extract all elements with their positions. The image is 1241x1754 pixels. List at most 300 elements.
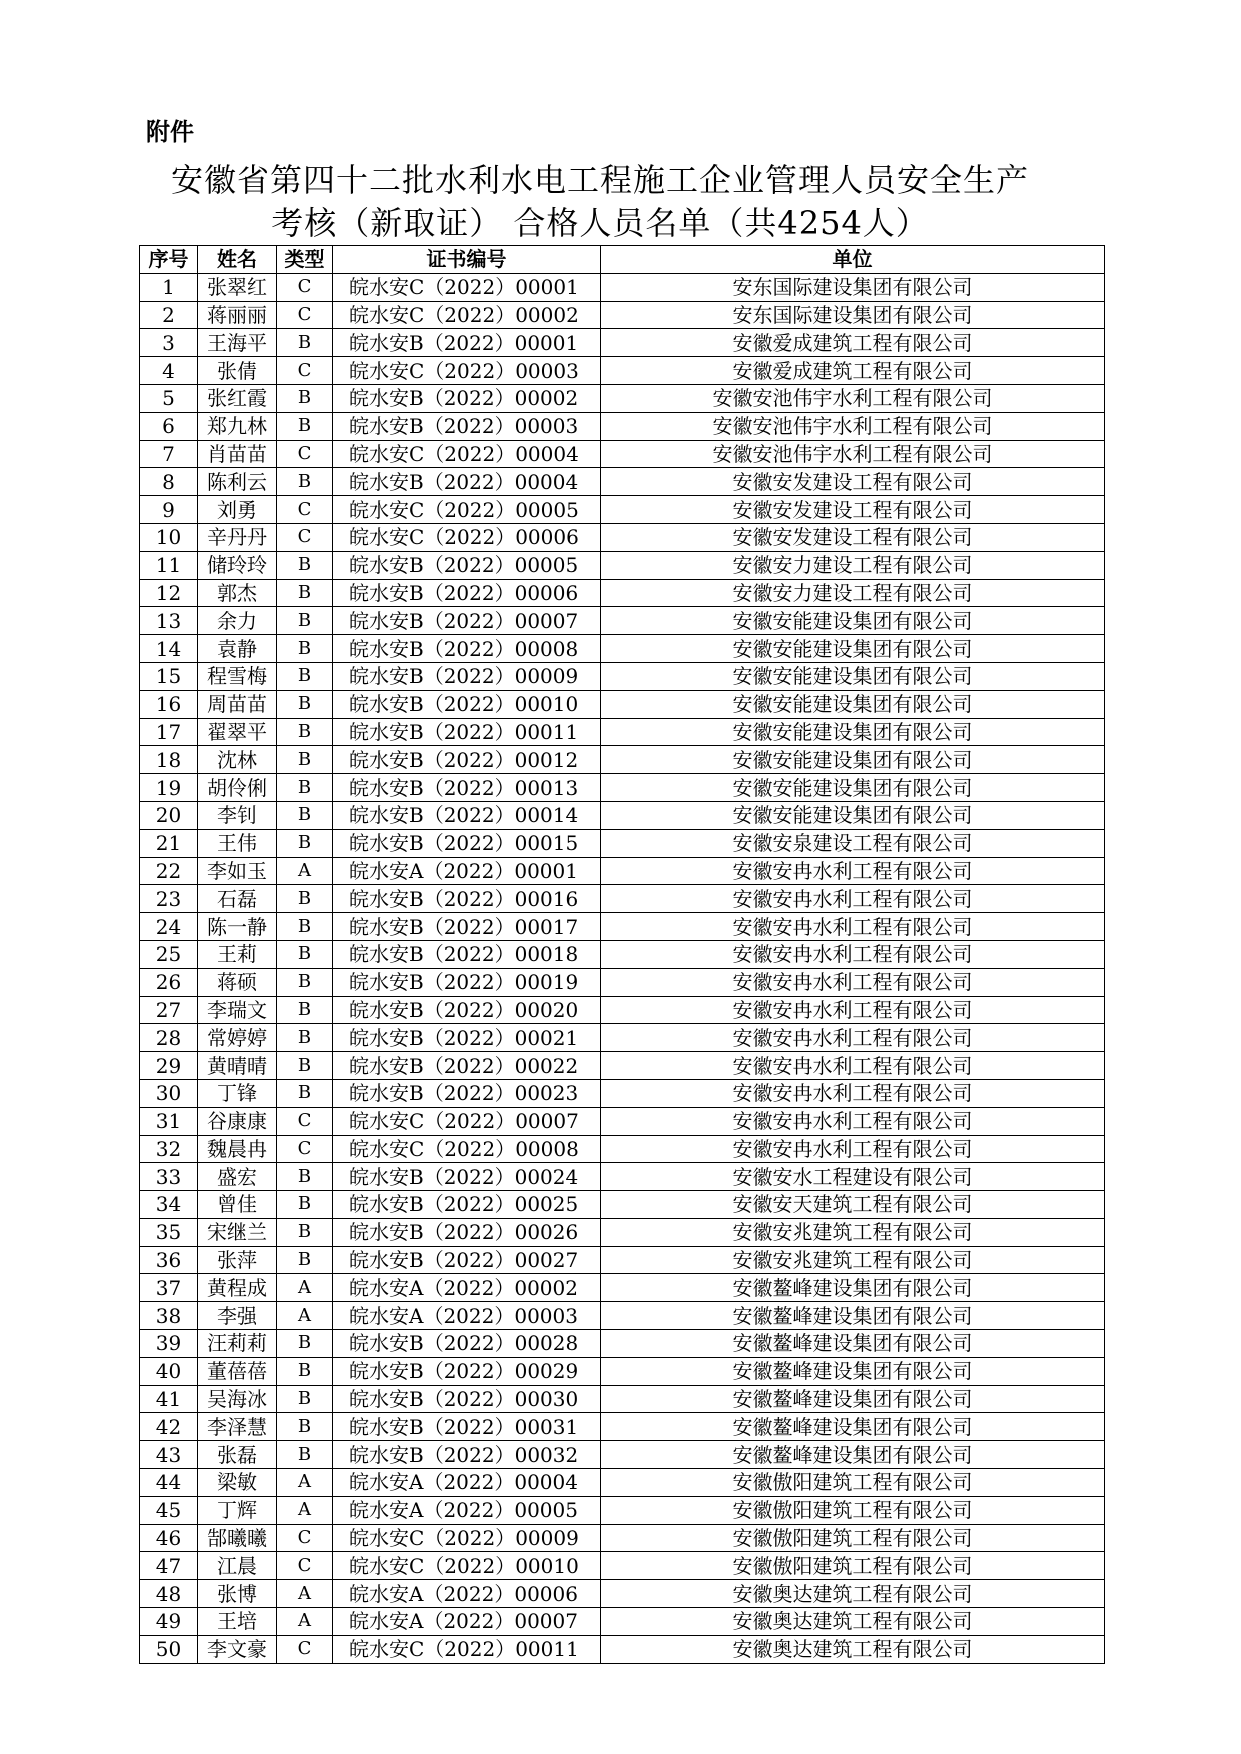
table-row <box>140 1052 1105 1080</box>
cell-seq: 29 <box>140 1052 198 1080</box>
cell-name: 曾佳 <box>198 1191 277 1219</box>
cell-unit: 安徽安冉水利工程有限公司 <box>601 940 1105 968</box>
cell-cert-no: 皖水安B（2022）00026 <box>333 1218 601 1246</box>
table-row <box>140 357 1105 385</box>
cell-seq: 32 <box>140 1135 198 1163</box>
cell-type: B <box>277 774 333 802</box>
cell-unit: 安徽安发建设工程有限公司 <box>601 468 1105 496</box>
cell-cert-no: 皖水安B（2022）00003 <box>333 412 601 440</box>
cell-cert-no: 皖水安B（2022）00023 <box>333 1079 601 1107</box>
cell-name: 辛丹丹 <box>198 523 277 551</box>
cell-name: 翟翠平 <box>198 718 277 746</box>
cell-seq: 11 <box>140 551 198 579</box>
cell-unit: 安徽安池伟宇水利工程有限公司 <box>601 440 1105 468</box>
table-row <box>140 1079 1105 1107</box>
cell-type: B <box>277 1441 333 1469</box>
cell-type: C <box>277 1524 333 1552</box>
cell-unit: 安徽鳌峰建设集团有限公司 <box>601 1357 1105 1385</box>
cell-type: B <box>277 551 333 579</box>
cell-cert-no: 皖水安A（2022）00006 <box>333 1580 601 1608</box>
cell-unit: 安徽安冉水利工程有限公司 <box>601 1079 1105 1107</box>
cell-type: C <box>277 1635 333 1663</box>
table-row <box>140 301 1105 329</box>
cell-type: C <box>277 1107 333 1135</box>
document-title-line-2: 考核（新取证） 合格人员名单（共4254人） <box>271 204 929 242</box>
cell-cert-no: 皖水安C（2022）00001 <box>333 273 601 301</box>
table-row <box>140 1024 1105 1052</box>
table-row <box>140 635 1105 663</box>
cell-name: 程雪梅 <box>198 662 277 690</box>
cell-cert-no: 皖水安C（2022）00008 <box>333 1135 601 1163</box>
cell-unit: 安徽安能建设集团有限公司 <box>601 635 1105 663</box>
cell-type: B <box>277 1052 333 1080</box>
cell-type: B <box>277 1024 333 1052</box>
cell-unit: 安徽安能建设集团有限公司 <box>601 690 1105 718</box>
cell-name: 盛宏 <box>198 1163 277 1191</box>
cell-unit: 安徽安池伟宇水利工程有限公司 <box>601 384 1105 412</box>
cell-unit: 安徽奥达建筑工程有限公司 <box>601 1635 1105 1663</box>
cell-unit: 安徽安冉水利工程有限公司 <box>601 1024 1105 1052</box>
cell-seq: 28 <box>140 1024 198 1052</box>
cell-name: 郑九林 <box>198 412 277 440</box>
cell-seq: 6 <box>140 412 198 440</box>
cell-cert-no: 皖水安C（2022）00010 <box>333 1552 601 1580</box>
cell-cert-no: 皖水安B（2022）00005 <box>333 551 601 579</box>
cell-unit: 安徽鳌峰建设集团有限公司 <box>601 1413 1105 1441</box>
table-row <box>140 468 1105 496</box>
cell-unit: 安徽安兆建筑工程有限公司 <box>601 1246 1105 1274</box>
table-row <box>140 857 1105 885</box>
header-seq: 序号 <box>140 246 198 274</box>
cell-type: C <box>277 1552 333 1580</box>
cell-type: B <box>277 1163 333 1191</box>
cell-unit: 安徽安力建设工程有限公司 <box>601 551 1105 579</box>
cell-seq: 25 <box>140 940 198 968</box>
table-row <box>140 579 1105 607</box>
cell-unit: 安徽安能建设集团有限公司 <box>601 662 1105 690</box>
cell-type: B <box>277 913 333 941</box>
cell-unit: 安徽安能建设集团有限公司 <box>601 774 1105 802</box>
attachment-label: 附件 <box>146 118 194 146</box>
cell-cert-no: 皖水安A（2022）00001 <box>333 857 601 885</box>
cell-name: 周苗苗 <box>198 690 277 718</box>
cell-name: 丁辉 <box>198 1496 277 1524</box>
cell-unit: 安徽安天建筑工程有限公司 <box>601 1191 1105 1219</box>
table-row <box>140 607 1105 635</box>
table-row <box>140 801 1105 829</box>
cell-name: 常婷婷 <box>198 1024 277 1052</box>
cell-cert-no: 皖水安C（2022）00002 <box>333 301 601 329</box>
cell-cert-no: 皖水安B（2022）00021 <box>333 1024 601 1052</box>
cell-type: C <box>277 440 333 468</box>
cell-cert-no: 皖水安B（2022）00013 <box>333 774 601 802</box>
cell-seq: 17 <box>140 718 198 746</box>
table-row <box>140 1218 1105 1246</box>
cell-unit: 安徽奥达建筑工程有限公司 <box>601 1608 1105 1636</box>
cell-seq: 13 <box>140 607 198 635</box>
cell-type: B <box>277 885 333 913</box>
cell-unit: 安徽安冉水利工程有限公司 <box>601 1135 1105 1163</box>
cell-cert-no: 皖水安A（2022）00002 <box>333 1274 601 1302</box>
table-row <box>140 273 1105 301</box>
cell-cert-no: 皖水安B（2022）00029 <box>333 1357 601 1385</box>
cell-unit: 安徽安冉水利工程有限公司 <box>601 996 1105 1024</box>
cell-seq: 43 <box>140 1441 198 1469</box>
cell-cert-no: 皖水安B（2022）00002 <box>333 384 601 412</box>
cell-unit: 安徽安冉水利工程有限公司 <box>601 885 1105 913</box>
table-row <box>140 1357 1105 1385</box>
cell-seq: 48 <box>140 1580 198 1608</box>
cell-seq: 23 <box>140 885 198 913</box>
table-row <box>140 523 1105 551</box>
table-row <box>140 1274 1105 1302</box>
cell-name: 谷康康 <box>198 1107 277 1135</box>
cell-name: 陈利云 <box>198 468 277 496</box>
cell-type: B <box>277 718 333 746</box>
table-row <box>140 662 1105 690</box>
cell-type: B <box>277 412 333 440</box>
cell-type: C <box>277 273 333 301</box>
cell-name: 胡伶俐 <box>198 774 277 802</box>
cell-type: A <box>277 857 333 885</box>
cell-seq: 34 <box>140 1191 198 1219</box>
cell-unit: 安徽安冉水利工程有限公司 <box>601 968 1105 996</box>
cell-cert-no: 皖水安B（2022）00032 <box>333 1441 601 1469</box>
table-row <box>140 746 1105 774</box>
cell-unit: 安徽安发建设工程有限公司 <box>601 523 1105 551</box>
cell-type: B <box>277 996 333 1024</box>
cell-name: 魏晨冉 <box>198 1135 277 1163</box>
header-name: 姓名 <box>198 246 277 274</box>
cell-type: B <box>277 746 333 774</box>
table-row <box>140 1385 1105 1413</box>
cell-cert-no: 皖水安B（2022）00010 <box>333 690 601 718</box>
cell-name: 王莉 <box>198 940 277 968</box>
cell-seq: 10 <box>140 523 198 551</box>
table-header <box>140 246 1105 274</box>
cell-type: B <box>277 1079 333 1107</box>
cell-name: 王培 <box>198 1608 277 1636</box>
cell-unit: 安徽爱成建筑工程有限公司 <box>601 329 1105 357</box>
cell-seq: 20 <box>140 801 198 829</box>
cell-seq: 4 <box>140 357 198 385</box>
cell-seq: 3 <box>140 329 198 357</box>
table-row <box>140 690 1105 718</box>
cell-unit: 安徽安冉水利工程有限公司 <box>601 1107 1105 1135</box>
cell-type: B <box>277 635 333 663</box>
table-row <box>140 968 1105 996</box>
cell-name: 储玲玲 <box>198 551 277 579</box>
cell-name: 刘勇 <box>198 496 277 524</box>
cell-type: A <box>277 1274 333 1302</box>
cell-seq: 5 <box>140 384 198 412</box>
cell-seq: 16 <box>140 690 198 718</box>
cell-name: 王伟 <box>198 829 277 857</box>
cell-cert-no: 皖水安B（2022）00024 <box>333 1163 601 1191</box>
cell-name: 石磊 <box>198 885 277 913</box>
cell-cert-no: 皖水安B（2022）00016 <box>333 885 601 913</box>
cell-seq: 47 <box>140 1552 198 1580</box>
cell-name: 郜曦曦 <box>198 1524 277 1552</box>
cell-name: 黄晴晴 <box>198 1052 277 1080</box>
cell-type: B <box>277 607 333 635</box>
cell-cert-no: 皖水安B（2022）00017 <box>333 913 601 941</box>
table-row <box>140 1302 1105 1330</box>
cell-type: B <box>277 329 333 357</box>
cell-name: 董蓓蓓 <box>198 1357 277 1385</box>
cell-cert-no: 皖水安B（2022）00014 <box>333 801 601 829</box>
cell-cert-no: 皖水安B（2022）00018 <box>333 940 601 968</box>
table-row <box>140 1135 1105 1163</box>
qualified-personnel-table <box>139 245 1105 1664</box>
cell-unit: 安徽安兆建筑工程有限公司 <box>601 1218 1105 1246</box>
cell-name: 蒋丽丽 <box>198 301 277 329</box>
cell-type: A <box>277 1302 333 1330</box>
cell-cert-no: 皖水安B（2022）00009 <box>333 662 601 690</box>
cell-unit: 安徽奥达建筑工程有限公司 <box>601 1580 1105 1608</box>
table-row <box>140 1552 1105 1580</box>
table-row <box>140 496 1105 524</box>
cell-type: C <box>277 523 333 551</box>
table-row <box>140 1608 1105 1636</box>
cell-type: B <box>277 1385 333 1413</box>
table-row <box>140 1246 1105 1274</box>
cell-cert-no: 皖水安B（2022）00031 <box>333 1413 601 1441</box>
cell-name: 张博 <box>198 1580 277 1608</box>
cell-type: B <box>277 1246 333 1274</box>
cell-type: B <box>277 468 333 496</box>
cell-name: 李文豪 <box>198 1635 277 1663</box>
cell-cert-no: 皖水安B（2022）00025 <box>333 1191 601 1219</box>
table-row <box>140 940 1105 968</box>
cell-cert-no: 皖水安B（2022）00008 <box>333 635 601 663</box>
cell-unit: 安徽安冉水利工程有限公司 <box>601 857 1105 885</box>
cell-unit: 安徽鳌峰建设集团有限公司 <box>601 1302 1105 1330</box>
cell-seq: 50 <box>140 1635 198 1663</box>
cell-type: A <box>277 1608 333 1636</box>
table-row <box>140 412 1105 440</box>
cell-type: B <box>277 579 333 607</box>
cell-seq: 9 <box>140 496 198 524</box>
cell-cert-no: 皖水安B（2022）00012 <box>333 746 601 774</box>
document-title-line-1: 安徽省第四十二批水利水电工程施工企业管理人员安全生产 <box>170 161 1029 199</box>
cell-type: C <box>277 357 333 385</box>
cell-seq: 12 <box>140 579 198 607</box>
cell-name: 肖苗苗 <box>198 440 277 468</box>
cell-unit: 安徽爱成建筑工程有限公司 <box>601 357 1105 385</box>
cell-type: B <box>277 1330 333 1358</box>
table-row <box>140 718 1105 746</box>
cell-seq: 19 <box>140 774 198 802</box>
cell-unit: 安徽安能建设集团有限公司 <box>601 607 1105 635</box>
table-row <box>140 1441 1105 1469</box>
cell-unit: 安徽鳌峰建设集团有限公司 <box>601 1441 1105 1469</box>
cell-seq: 49 <box>140 1608 198 1636</box>
cell-type: A <box>277 1496 333 1524</box>
cell-unit: 安徽安能建设集团有限公司 <box>601 801 1105 829</box>
cell-unit: 安徽安发建设工程有限公司 <box>601 496 1105 524</box>
cell-seq: 18 <box>140 746 198 774</box>
header-type: 类型 <box>277 246 333 274</box>
table-row <box>140 885 1105 913</box>
cell-seq: 2 <box>140 301 198 329</box>
cell-cert-no: 皖水安C（2022）00003 <box>333 357 601 385</box>
table-row <box>140 1163 1105 1191</box>
cell-cert-no: 皖水安C（2022）00009 <box>333 1524 601 1552</box>
table-row <box>140 1496 1105 1524</box>
cell-name: 张倩 <box>198 357 277 385</box>
cell-cert-no: 皖水安A（2022）00007 <box>333 1608 601 1636</box>
cell-type: A <box>277 1580 333 1608</box>
cell-seq: 37 <box>140 1274 198 1302</box>
cell-name: 沈林 <box>198 746 277 774</box>
cell-seq: 42 <box>140 1413 198 1441</box>
table-row <box>140 384 1105 412</box>
table-row <box>140 1330 1105 1358</box>
cell-seq: 41 <box>140 1385 198 1413</box>
cell-name: 陈一静 <box>198 913 277 941</box>
cell-seq: 24 <box>140 913 198 941</box>
cell-cert-no: 皖水安C（2022）00006 <box>333 523 601 551</box>
cell-name: 黄程成 <box>198 1274 277 1302</box>
cell-seq: 8 <box>140 468 198 496</box>
cell-type: B <box>277 829 333 857</box>
table-row <box>140 829 1105 857</box>
cell-cert-no: 皖水安C（2022）00004 <box>333 440 601 468</box>
cell-seq: 40 <box>140 1357 198 1385</box>
cell-unit: 安徽安水工程建设有限公司 <box>601 1163 1105 1191</box>
cell-name: 江晨 <box>198 1552 277 1580</box>
cell-unit: 安徽安冉水利工程有限公司 <box>601 1052 1105 1080</box>
cell-name: 张萍 <box>198 1246 277 1274</box>
table-row <box>140 996 1105 1024</box>
cell-type: B <box>277 801 333 829</box>
cell-type: C <box>277 496 333 524</box>
cell-name: 李钊 <box>198 801 277 829</box>
cell-unit: 安徽傲阳建筑工程有限公司 <box>601 1552 1105 1580</box>
table-row <box>140 1580 1105 1608</box>
cell-type: B <box>277 690 333 718</box>
table-row <box>140 1413 1105 1441</box>
cell-type: B <box>277 384 333 412</box>
table-row <box>140 1107 1105 1135</box>
cell-seq: 33 <box>140 1163 198 1191</box>
cell-unit: 安东国际建设集团有限公司 <box>601 301 1105 329</box>
table-row <box>140 1524 1105 1552</box>
cell-cert-no: 皖水安B（2022）00028 <box>333 1330 601 1358</box>
cell-seq: 39 <box>140 1330 198 1358</box>
cell-type: B <box>277 1357 333 1385</box>
cell-seq: 38 <box>140 1302 198 1330</box>
cell-cert-no: 皖水安B（2022）00006 <box>333 579 601 607</box>
cell-type: B <box>277 662 333 690</box>
table-row <box>140 329 1105 357</box>
cell-cert-no: 皖水安C（2022）00007 <box>333 1107 601 1135</box>
cell-unit: 安徽安能建设集团有限公司 <box>601 718 1105 746</box>
cell-cert-no: 皖水安B（2022）00004 <box>333 468 601 496</box>
cell-name: 蒋硕 <box>198 968 277 996</box>
cell-cert-no: 皖水安B（2022）00011 <box>333 718 601 746</box>
cell-seq: 1 <box>140 273 198 301</box>
cell-cert-no: 皖水安B（2022）00022 <box>333 1052 601 1080</box>
cell-cert-no: 皖水安A（2022）00003 <box>333 1302 601 1330</box>
cell-cert-no: 皖水安B（2022）00030 <box>333 1385 601 1413</box>
cell-type: B <box>277 940 333 968</box>
cell-name: 张磊 <box>198 1441 277 1469</box>
cell-seq: 15 <box>140 662 198 690</box>
cell-seq: 14 <box>140 635 198 663</box>
table-row <box>140 774 1105 802</box>
cell-unit: 安徽鳌峰建设集团有限公司 <box>601 1385 1105 1413</box>
cell-seq: 21 <box>140 829 198 857</box>
table-row <box>140 440 1105 468</box>
table-row <box>140 551 1105 579</box>
cell-unit: 安徽安力建设工程有限公司 <box>601 579 1105 607</box>
cell-cert-no: 皖水安B（2022）00001 <box>333 329 601 357</box>
cell-cert-no: 皖水安B（2022）00007 <box>333 607 601 635</box>
cell-unit: 安徽鳌峰建设集团有限公司 <box>601 1330 1105 1358</box>
cell-name: 张红霞 <box>198 384 277 412</box>
cell-cert-no: 皖水安A（2022）00005 <box>333 1496 601 1524</box>
cell-seq: 22 <box>140 857 198 885</box>
cell-unit: 安徽安冉水利工程有限公司 <box>601 913 1105 941</box>
cell-seq: 27 <box>140 996 198 1024</box>
cell-type: B <box>277 1413 333 1441</box>
cell-name: 张翠红 <box>198 273 277 301</box>
cell-name: 袁静 <box>198 635 277 663</box>
cell-name: 李如玉 <box>198 857 277 885</box>
cell-cert-no: 皖水安B（2022）00015 <box>333 829 601 857</box>
cell-unit: 安东国际建设集团有限公司 <box>601 273 1105 301</box>
table-row <box>140 1635 1105 1663</box>
cell-unit: 安徽安能建设集团有限公司 <box>601 746 1105 774</box>
cell-type: C <box>277 301 333 329</box>
header-row <box>140 246 1105 274</box>
cell-unit: 安徽傲阳建筑工程有限公司 <box>601 1469 1105 1497</box>
cell-type: A <box>277 1469 333 1497</box>
cell-seq: 44 <box>140 1469 198 1497</box>
cell-unit: 安徽傲阳建筑工程有限公司 <box>601 1496 1105 1524</box>
cell-seq: 30 <box>140 1079 198 1107</box>
cell-type: B <box>277 968 333 996</box>
cell-name: 郭杰 <box>198 579 277 607</box>
cell-name: 宋继兰 <box>198 1218 277 1246</box>
cell-seq: 26 <box>140 968 198 996</box>
cell-seq: 36 <box>140 1246 198 1274</box>
cell-cert-no: 皖水安B（2022）00027 <box>333 1246 601 1274</box>
cell-cert-no: 皖水安B（2022）00020 <box>333 996 601 1024</box>
cell-name: 梁敏 <box>198 1469 277 1497</box>
cell-seq: 45 <box>140 1496 198 1524</box>
cell-cert-no: 皖水安B（2022）00019 <box>333 968 601 996</box>
cell-unit: 安徽安池伟宇水利工程有限公司 <box>601 412 1105 440</box>
table-body <box>140 273 1105 1663</box>
cell-unit: 安徽鳌峰建设集团有限公司 <box>601 1274 1105 1302</box>
cell-name: 余力 <box>198 607 277 635</box>
table-row <box>140 1469 1105 1497</box>
cell-name: 李泽慧 <box>198 1413 277 1441</box>
table-row <box>140 1191 1105 1219</box>
cell-unit: 安徽安泉建设工程有限公司 <box>601 829 1105 857</box>
table-row <box>140 913 1105 941</box>
cell-name: 李瑞文 <box>198 996 277 1024</box>
cell-name: 汪莉莉 <box>198 1330 277 1358</box>
cell-cert-no: 皖水安C（2022）00011 <box>333 1635 601 1663</box>
header-cert-no: 证书编号 <box>333 246 601 274</box>
cell-cert-no: 皖水安A（2022）00004 <box>333 1469 601 1497</box>
cell-seq: 35 <box>140 1218 198 1246</box>
cell-name: 王海平 <box>198 329 277 357</box>
